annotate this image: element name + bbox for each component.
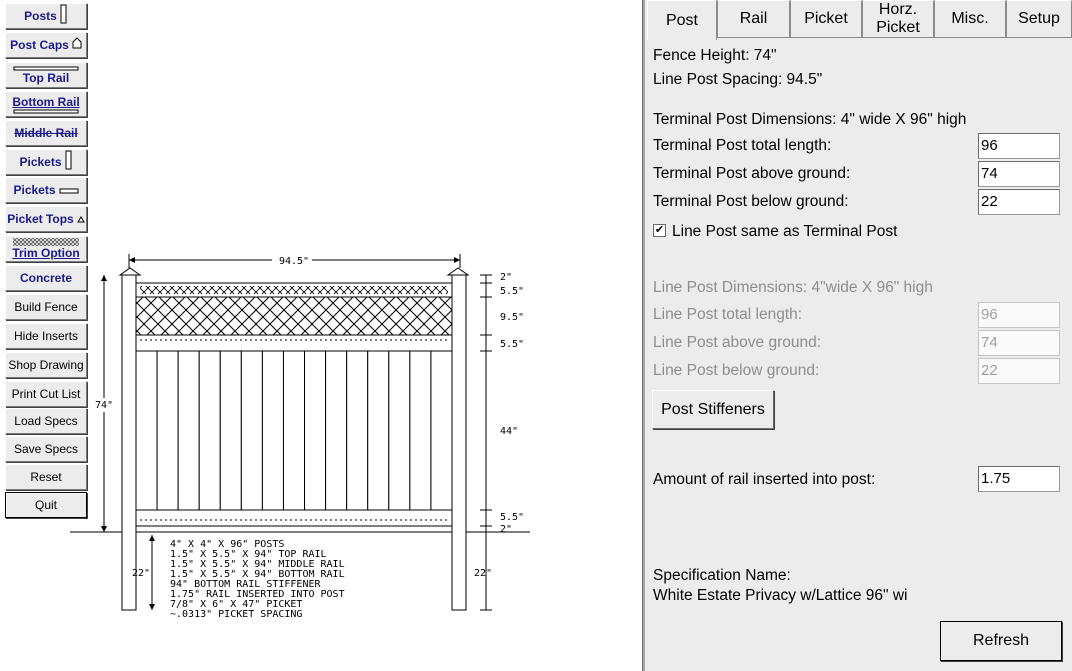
build-fence-label: Build Fence [14,300,78,314]
line-below-ground-label: Line Post below ground: [653,362,820,379]
spec-name-value: White Estate Privacy w/Lattice 96" wi [653,587,908,604]
picket [199,351,220,510]
middle-rail-button[interactable] [5,120,87,146]
terminal-above-ground-label: Terminal Post above ground: [653,165,851,182]
picket [347,351,368,510]
line-post-same-label: Line Post same as Terminal Post [672,223,898,240]
note-line: 4" X 4" X 96" POSTS [170,539,285,550]
picket [410,351,431,510]
terminal-post-dimensions-text: Terminal Post Dimensions: 4" wide X 96" high [653,111,967,128]
height-dimension-label: 74" [94,400,114,411]
picket [157,351,178,510]
lattice-panel [136,297,452,335]
left-post [122,275,136,610]
tab-picket[interactable] [790,0,862,38]
picket [389,351,410,510]
tab-post[interactable] [647,0,717,40]
tab-misc-label: Misc. [951,10,989,27]
top-rail-label: Top Rail [22,70,70,85]
hide-inserts-label: Hide Inserts [13,329,79,343]
line-below-ground-field[interactable]: 22 [978,358,1060,384]
pickets-horizontal-label: Pickets [13,183,56,197]
note-line: 1.75" RAIL INSERTED INTO POST [170,589,345,600]
note-line: ~.0313" PICKET SPACING [170,609,303,620]
picket [178,351,199,510]
tab-picket-label: Picket [804,10,848,27]
note-line: 1.5" X 5.5" X 94" TOP RAIL [170,549,327,560]
line-post-same-checkbox[interactable]: ✔ [654,224,665,236]
post-stiffeners-label: Post Stiffeners [661,400,765,418]
width-dimension-label: 94.5" [278,256,310,267]
rail-icon [13,109,79,114]
picket-tops-label: Picket Tops [7,212,74,226]
dim-bottom-rail: 5.5" [500,512,525,523]
line-post-spacing-text: Line Post Spacing: 94.5" [653,71,823,88]
refresh-button[interactable] [940,621,1062,661]
tab-misc[interactable] [934,0,1006,38]
trim-option-label: Trim Option [12,246,80,260]
picket [305,351,326,510]
fence-height-text: Fence Height: 74" [653,47,777,64]
line-post-dimensions-text: Line Post Dimensions: 4"wide X 96" high [653,279,933,296]
tab-horz-picket[interactable] [862,0,934,38]
post-icon [60,4,68,29]
picket [431,351,452,510]
pickets-vertical-button[interactable] [5,149,87,175]
dim-lattice: 9.5" [500,312,525,323]
vertical-picket-icon [65,150,73,175]
top-rail-button[interactable] [5,62,87,88]
picket [241,351,262,510]
dim-2in-top: 2" [500,272,513,283]
middle-rail-label: Middle Rail [14,126,78,140]
tab-setup-label: Setup [1018,10,1060,27]
load-specs-label: Load Specs [14,414,78,428]
picket [283,351,304,510]
picket [262,351,283,510]
tab-horz-picket-label: Horz. Picket [876,1,920,36]
pickets-vertical-label: Pickets [19,155,62,169]
line-above-ground-field[interactable]: 74 [978,330,1060,356]
right-post-cap [448,268,468,275]
picket-group [136,351,452,510]
note-line: 7/8" X 6" X 47" PICKET [170,599,303,610]
middle-rail [136,335,452,351]
note-line: 94" BOTTOM RAIL STIFFENER [170,579,321,590]
posts-button[interactable] [5,3,87,29]
posts-label: Posts [24,9,57,23]
tab-setup[interactable] [1006,0,1072,38]
terminal-above-ground-field[interactable]: 74 [978,161,1060,187]
line-total-length-label: Line Post total length: [653,306,803,323]
below-ground-left-label: 22" [131,568,150,579]
quit-label: Quit [34,498,57,512]
rail-inserted-field[interactable]: 1.75 [978,466,1060,492]
tab-rail-label: Rail [739,10,768,27]
terminal-below-ground-label: Terminal Post below ground: [653,193,849,210]
tab-rail[interactable] [717,0,790,38]
post-stiffeners-button[interactable] [652,390,774,429]
right-post [452,275,466,610]
concrete-label: Concrete [19,271,72,285]
post-caps-label: Post Caps [10,38,69,52]
bottom-rail-label: Bottom Rail [12,94,80,109]
pickets-horizontal-button[interactable] [5,177,87,203]
dim-middle-rail: 5.5" [500,339,525,350]
horizontal-picket-icon [59,181,79,199]
terminal-total-length-label: Terminal Post total length: [653,137,832,154]
below-ground-right-label: 22" [474,568,493,579]
rail-inserted-label: Amount of rail inserted into post: [653,471,876,488]
note-line: 1.5" X 5.5" X 94" BOTTOM RAIL [170,569,345,580]
settings-panel [645,0,1072,671]
left-post-cap [120,268,140,275]
line-above-ground-label: Line Post above ground: [653,334,822,351]
line-total-length-field[interactable]: 96 [978,302,1060,328]
fence-drawing [60,240,550,630]
dim-2in-bottom: 2" [500,524,513,535]
save-specs-label: Save Specs [13,442,79,456]
bottom-rail-button[interactable] [5,91,87,117]
picket [326,351,347,510]
terminal-total-length-field[interactable]: 96 [978,133,1060,159]
terminal-below-ground-field[interactable]: 22 [978,189,1060,215]
refresh-label: Refresh [972,632,1030,649]
post-cap-icon [72,36,82,54]
shop-drawing-label: Shop Drawing [8,358,84,372]
tab-post-label: Post [665,11,698,29]
spec-name-label: Specification Name: [653,567,791,584]
dim-pickets: 44" [500,426,519,437]
picket [220,351,241,510]
reset-label: Reset [30,470,62,484]
picket-tops-button[interactable] [5,206,87,232]
print-cut-list-label: Print Cut List [11,387,81,401]
bottom-rail [136,510,452,526]
note-line: 1.5" X 5.5" X 94" MIDDLE RAIL [170,559,345,570]
post-caps-button[interactable] [5,32,87,58]
picket [136,351,157,510]
picket [368,351,389,510]
dim-top-rail: 5.5" [500,286,525,297]
picket-top-icon [77,210,85,228]
